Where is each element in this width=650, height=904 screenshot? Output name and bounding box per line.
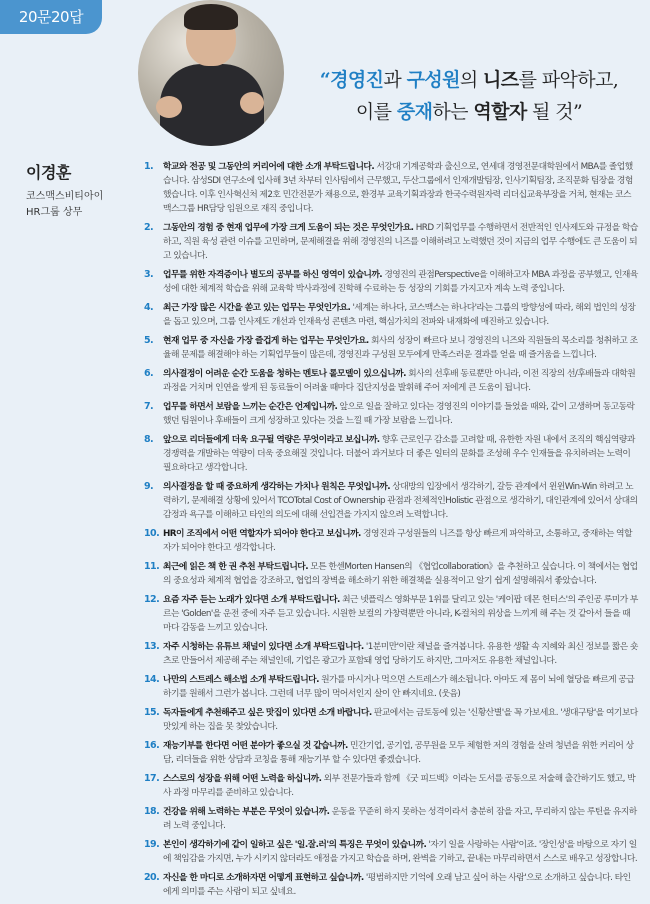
- person-company: 코스맥스비티아이: [26, 191, 104, 202]
- qa-question: 업무를 하면서 보람을 느끼는 순간은 언제입니까.: [163, 402, 338, 412]
- qa-item: [144, 433, 638, 475]
- qa-item: [144, 160, 638, 216]
- qa-answer: '자기 일을 사랑하는 사람'이죠. '장인성'을 바탕으로 자기 일에 책임감을 가지면, 누가 시키지 않더라도 애정을 가지고 학습을 하며, 완벽을 기하고, 끝내는 마무리하면서 스스로 배우고 성장합니다.: [163, 840, 638, 864]
- qa-number: 17.: [144, 773, 160, 784]
- qa-answer: 서강대 기계공학과 출신으로, 연세대 경영전문대학원에서 MBA를 졸업했습니다. 삼성SDI 연구소에 입사해 3년 차부터 인사팀에서 근무했고, 두산그룹에서 인재개발팀장, 인사기획팀장, 조직문화 팀장을 경험했습니다. 이후 인사혁신처 제2호 민간전문가 채용으로, 환경부 교육기획과장과 한국수력원자력 리더십교육부장을 거쳐, 현재는 코스맥스그룹 HR담당 임원으로 재직 중입니다.: [163, 162, 633, 214]
- quote-word-executives: “경영진: [319, 69, 384, 91]
- qa-answer: 회사의 선후배 동료뿐만 아니라, 이전 직장의 선/후배들과 대학원 과정을 거치며 인연을 쌓게 된 동료들이 어려울 때마다 집단지성을 발휘해 주어 저에게 큰 도움이 됩니다.: [163, 369, 636, 393]
- quote-text: 이를: [355, 101, 397, 123]
- person-info: [26, 160, 136, 221]
- qa-number: 4.: [144, 302, 154, 313]
- quote-text: 를 파악하고,: [518, 69, 619, 91]
- qa-item: [144, 739, 638, 767]
- qa-item: [144, 268, 638, 296]
- qa-answer: 경영진과 구성원들의 니즈를 항상 빠르게 파악하고, 소통하고, 중재하는 역할자가 되어야 한다고 생각합니다.: [163, 529, 632, 553]
- qa-item: [144, 838, 638, 866]
- qa-number: 18.: [144, 806, 160, 817]
- qa-item: [144, 301, 638, 329]
- qa-list: [144, 160, 638, 904]
- qa-item: [144, 334, 638, 362]
- qa-answer: 판교에서는 금토동에 있는 '신황산별'을 꼭 가보세요. '생대구탕'을 여기보다 맛있게 하는 집을 못 찾았습니다.: [163, 708, 638, 732]
- qa-question: 현재 업무 중 자신을 가장 즐겁게 하는 업무는 무엇인가요.: [163, 336, 369, 346]
- qa-answer: '세계는 하나다, 코스맥스는 하나다'라는 그룹의 방향성에 따라, 해외 법인의 성장을 돕고 있으며, 그룹 인사제도 개선과 인재육성 콘텐츠 마련, 핵심가치의 전파와 내재화에 매진하고 있습니다.: [163, 303, 636, 327]
- quote-word-mediation: 중재: [396, 101, 433, 123]
- qa-answer: 최근 넷플릭스 영화부문 1위를 달리고 있는 '케이팝 데몬 헌터스'의 주인공 루미가 부르는 'Golden'을 운전 중에 자주 듣고 있습니다. 시원한 보컬의 가창력뿐만 아니라, K-컬처의 위상을 느끼게 해 주는 것 같아서 들을 때마다 감동을 느끼고 있습니다.: [163, 595, 638, 633]
- qa-number: 20.: [144, 872, 160, 883]
- qa-item: [144, 640, 638, 668]
- qa-answer: 운동을 꾸준히 하지 못하는 성격이라서 충분히 잠을 자고, 무리하지 않는 루틴을 유지하려 노력 중입니다.: [163, 807, 637, 831]
- qa-question: 자신을 한 마디로 소개하자면 어떻게 표현하고 싶습니까.: [163, 873, 364, 883]
- qa-question: 건강을 위해 노력하는 부분은 무엇이 있습니까.: [163, 807, 330, 817]
- qa-question: 자주 시청하는 유튜브 채널이 있다면 소개 부탁드립니다.: [163, 642, 364, 652]
- qa-answer: 경영진의 관점Perspective을 이해하고자 MBA 과정을 공부했고, 인재육성에 대한 체계적 학습을 위해 교육학 박사과정에 진학해 수료하는 등 성장의 기회를 가지고자 계속 노력 중입니다.: [163, 270, 638, 294]
- qa-question: 나만의 스트레스 해소법 소개 부탁드립니다.: [163, 675, 319, 685]
- qa-number: 19.: [144, 839, 160, 850]
- qa-answer: HRD 기획업무를 수행하면서 전반적인 인사제도와 규정을 학습하고, 직원 육성 관련 이슈를 고민하며, 문제해결을 위해 경영진의 니즈를 이해하려고 노력했던 것이 지금의 업무 수행에도 큰 도움이 되고 있습니다.: [163, 223, 638, 261]
- qa-question: 그동안의 경험 중 현재 업무에 가장 크게 도움이 되는 것은 무엇인가요.: [163, 223, 414, 233]
- qa-item: [144, 673, 638, 701]
- qa-number: 9.: [144, 481, 154, 492]
- qa-answer: 상대방의 입장에서 생각하기, 갈등 관계에서 윈윈Win-Win 하려고 노력하기, 문제해결 상황에 있어서 TCOTotal Cost of Ownership 관점과 전체적인Holistic 관점으로 생각하기, 대인관계에 있어서 상대의 감정과 욕구를 이해하고 타인의 의도에 대해 선입견을 가지지 않으려 노력합니다.: [163, 482, 638, 520]
- qa-number: 13.: [144, 641, 160, 652]
- qa-item: [144, 706, 638, 734]
- qa-item: [144, 593, 638, 635]
- qa-item: [144, 480, 638, 522]
- qa-item: [144, 221, 638, 263]
- qa-item: [144, 527, 638, 555]
- quote-text: 하는: [432, 101, 474, 123]
- portrait-hand-right: [240, 92, 264, 114]
- qa-answer: '1분미만'이란 채널을 즐겨봅니다. 유용한 생활 속 지혜와 최신 정보를 짧은 숏츠로 만들어서 제공해 주는 채널인데, 기업은 광고가 포함돼 영업 당하기도 하지만, 그마저도 유용한 채널입니다.: [163, 642, 638, 666]
- portrait-hair: [184, 4, 238, 30]
- qa-number: 3.: [144, 269, 154, 280]
- qa-item: [144, 560, 638, 588]
- qa-question: 의사결정이 어려운 순간 도움을 청하는 멘토나 롤모델이 있으십니까.: [163, 369, 406, 379]
- qa-answer: 민간기업, 공기업, 공무원을 모두 체험한 저의 경험을 살려 청년을 위한 커리어 상담, 리더들을 위한 상담과 코칭을 통해 재능기부 할 수 있다면 좋겠습니다.: [163, 741, 634, 765]
- qa-item: [144, 400, 638, 428]
- qa-answer: 외부 전문가들과 함께 《굿 피드백》이라는 도서를 공동으로 저술해 출간하기도 했고, 박사 과정 마무리를 준비하고 있습니다.: [163, 774, 636, 798]
- qa-question: 본인이 생각하기에 같이 일하고 싶은 '일.잘.러'의 특징은 무엇이 있습니까.: [163, 840, 427, 850]
- person-name: 이경훈: [26, 163, 71, 182]
- quote-word-role: 역할자: [473, 101, 527, 123]
- qa-question: 앞으로 리더들에게 더욱 요구될 역량은 무엇이라고 보십니까.: [163, 435, 380, 445]
- portrait-photo: [138, 0, 284, 146]
- qa-answer: 회사의 성장이 빠르다 보니 경영진의 니즈와 직원들의 목소리를 청취하고 조율해 문제를 해결해야 하는 기획업무들이 많은데, 경영진과 구성원 모두에게 만족스러운 결과를 얻을 때 즐거움을 느낍니다.: [163, 336, 638, 360]
- portrait-hand: [156, 96, 182, 118]
- qa-question: 재능기부를 한다면 어떤 분야가 좋으실 것 같습니까.: [163, 741, 348, 751]
- qa-number: 16.: [144, 740, 160, 751]
- qa-question: 요즘 자주 듣는 노래가 있다면 소개 부탁드립니다.: [163, 595, 340, 605]
- qa-answer: 원가를 마시거나 먹으면 스트레스가 해소됩니다. 아마도 제 몸이 뇌에 혈당을 빠르게 공급하기를 원해서 그런가 봅니다. 그런데 너무 많이 먹어서인지 살이 안 빠지네요. (웃음): [163, 675, 635, 699]
- qa-number: 2.: [144, 222, 154, 233]
- section-tag: 20문20답: [0, 0, 102, 34]
- qa-item: [144, 772, 638, 800]
- person-title: HR그룹 상무: [26, 207, 83, 218]
- qa-answer: 향후 근로인구 감소를 고려할 때, 유한한 자원 내에서 조직의 핵심역량과 경쟁력을 개발하는 역량이 더욱 중요해질 것입니다. 더불어 과거보다 더 좋은 일터의 문화를 조성해 우수 인재들을 유치하려는 노력이 필요하다고 생각합니다.: [163, 435, 635, 473]
- qa-question: 스스로의 성장을 위해 어떤 노력을 하십니까.: [163, 774, 322, 784]
- qa-answer: 모튼 한센Morten Hansen의 《협업collaboration》을 추천하고 싶습니다. 이 책에서는 협업의 중요성과 체계적 협업을 강조하고, 협업의 장벽을 해소하기 위한 해결책을 실용적이고 알기 쉽게 설명해줘서 좋았습니다.: [163, 562, 638, 586]
- qa-answer: '평범하지만 기억에 오래 남고 싶어 하는 사람'으로 소개하고 싶습니다. 타인에게 의미를 주는 사람이 되고 싶네요.: [163, 873, 631, 897]
- qa-question: 독자들에게 추천해주고 싶은 맛집이 있다면 소개 바랍니다.: [163, 708, 372, 718]
- qa-question: 의사결정을 할 때 중요하게 생각하는 가치나 원칙은 무엇입니까.: [163, 482, 391, 492]
- qa-answer: 앞으로 일을 잘하고 있다는 경영진의 이야기를 들었을 때와, 같이 고생하며 동고동락했던 팀원이나 후배들이 크게 성장하고 있다는 것을 느낄 때 가장 보람을 느낍니다.: [163, 402, 635, 426]
- qa-item: [144, 367, 638, 395]
- headline-quote: [294, 64, 644, 128]
- qa-number: 14.: [144, 674, 160, 685]
- qa-question: HR이 조직에서 어떤 역할자가 되어야 한다고 보십니까.: [163, 529, 361, 539]
- quote-word-members: 구성원: [406, 69, 460, 91]
- qa-question: 최근 가장 많은 시간을 쏟고 있는 업무는 무엇인가요.: [163, 303, 351, 313]
- qa-number: 10.: [144, 528, 160, 539]
- qa-question: 최근에 읽은 책 한 권 추천 부탁드립니다.: [163, 562, 309, 572]
- qa-question: 학교와 전공 및 그동안의 커리어에 대한 소개 부탁드립니다.: [163, 162, 375, 172]
- qa-item: [144, 805, 638, 833]
- quote-text: 될 것”: [526, 101, 583, 123]
- qa-item: [144, 871, 638, 899]
- qa-number: 5.: [144, 335, 154, 346]
- quote-text: 의: [459, 69, 484, 91]
- qa-number: 1.: [144, 161, 154, 172]
- qa-number: 6.: [144, 368, 154, 379]
- quote-text: 과: [383, 69, 407, 91]
- qa-number: 7.: [144, 401, 154, 412]
- qa-number: 15.: [144, 707, 160, 718]
- qa-question: 업무를 위한 자격증이나 별도의 공부를 하신 영역이 있습니까.: [163, 270, 383, 280]
- qa-number: 11.: [144, 561, 160, 572]
- qa-number: 8.: [144, 434, 154, 445]
- quote-word-needs: 니즈: [483, 69, 519, 91]
- qa-number: 12.: [144, 594, 160, 605]
